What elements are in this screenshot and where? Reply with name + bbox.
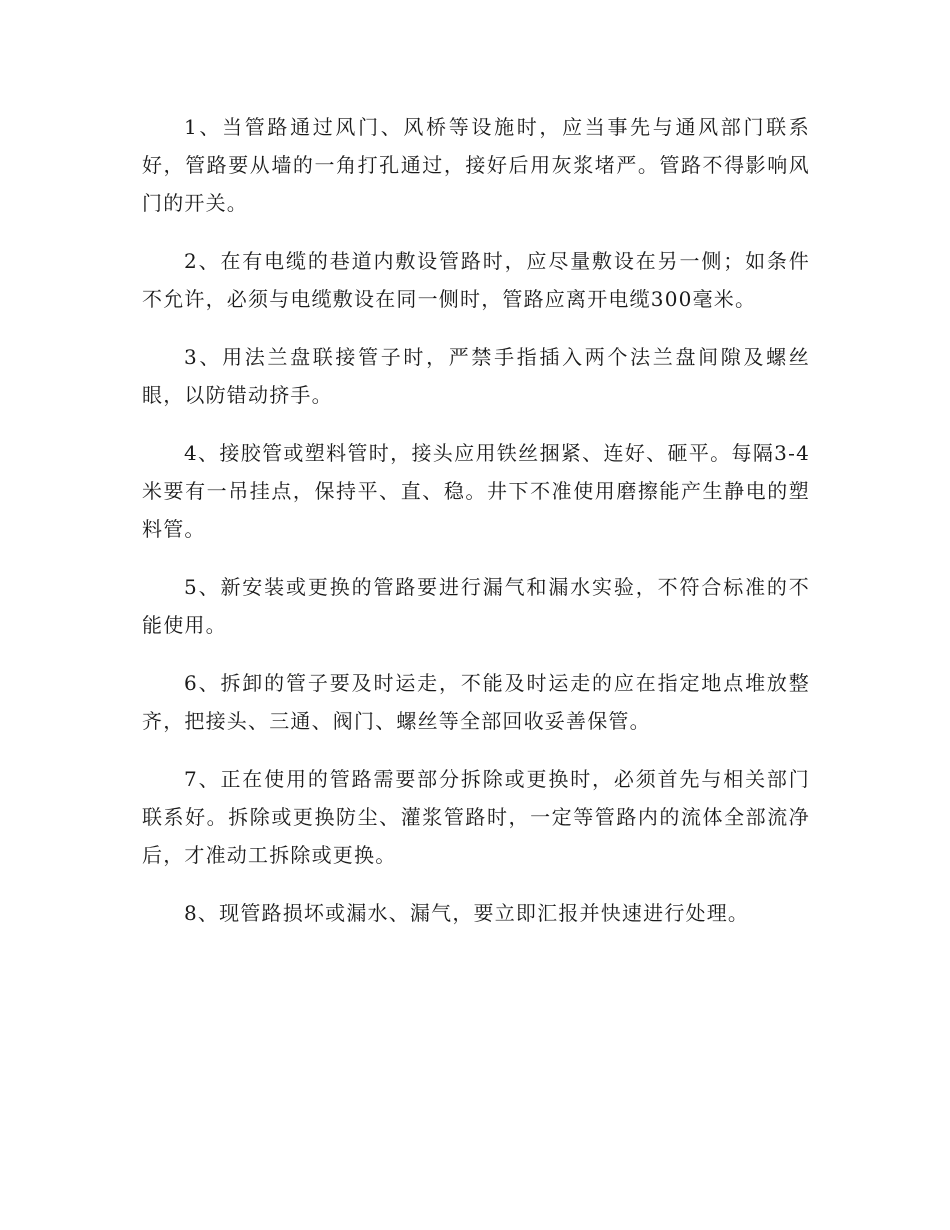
paragraph-3: 3、用法兰盘联接管子时，严禁手指插入两个法兰盘间隙及螺丝眼，以防错动挤手。 (142, 345, 810, 407)
document-body (142, 108, 810, 952)
paragraph-6: 6、拆卸的管子要及时运走，不能及时运走的应在指定地点堆放整齐，把接头、三通、阀门、螺丝等全部回收妥善保管。 (142, 671, 810, 733)
paragraph-4: 4、接胶管或塑料管时，接头应用铁丝捆紧、连好、砸平。每隔3-4米要有一吊挂点，保持平、直、稳。井下不准使用磨擦能产生静电的塑料管。 (142, 441, 810, 541)
paragraph-5: 5、新安装或更换的管路要进行漏气和漏水实验，不符合标准的不能使用。 (142, 575, 810, 637)
paragraph-7: 7、正在使用的管路需要部分拆除或更换时，必须首先与相关部门联系好。拆除或更换防尘、灌浆管路时，一定等管路内的流体全部流净后，才准动工拆除或更换。 (142, 767, 810, 867)
paragraph-8: 8、现管路损坏或漏水、漏气，要立即汇报并快速进行处理。 (184, 901, 750, 925)
paragraph-1: 1、当管路通过风门、风桥等设施时，应当事先与通风部门联系好，管路要从墙的一角打孔通过，接好后用灰浆堵严。管路不得影响风门的开关。 (142, 115, 810, 215)
paragraph-2: 2、在有电缆的巷道内敷设管路时，应尽量敷设在另一侧；如条件不允许，必须与电缆敷设在同一侧时，管路应离开电缆300毫米。 (142, 249, 810, 311)
